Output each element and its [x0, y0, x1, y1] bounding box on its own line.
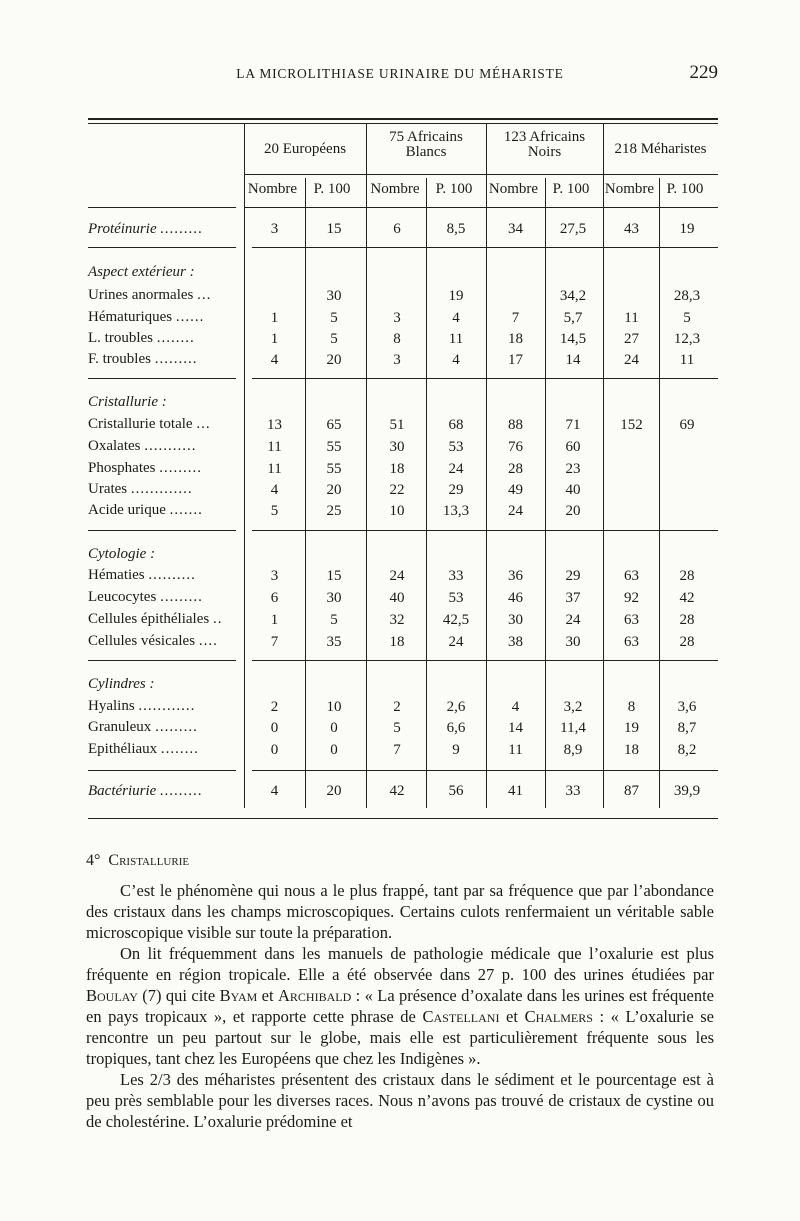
table-cell: 30 — [508, 612, 523, 628]
row-label — [88, 309, 204, 326]
leader-dots: ............ — [138, 698, 196, 714]
table-cell: 19 — [679, 221, 695, 237]
table-cell: 152 — [620, 417, 643, 433]
table-cell: 18 — [508, 331, 523, 347]
table-cell: 38 — [508, 634, 523, 650]
table-cell: 2 — [270, 699, 279, 715]
leader-dots: ......... — [160, 783, 203, 799]
row-label — [88, 698, 195, 715]
author-chalmers: Chalmers — [524, 1007, 593, 1026]
row-label-text: Leucocytes — [88, 589, 157, 605]
table-cell: 63 — [624, 568, 639, 584]
row-label — [88, 611, 222, 628]
table-cell: 20 — [565, 503, 581, 519]
table-cell: 29 — [448, 482, 464, 498]
table-cell: 5 — [330, 612, 338, 628]
running-title: LA MICROLITHIASE URINAIRE DU MÉHARISTE — [236, 66, 564, 81]
table-cell: 87 — [624, 783, 639, 799]
table-cell: 30 — [565, 634, 581, 650]
leader-dots: .. — [212, 611, 223, 627]
table-cell: 23 — [565, 461, 581, 477]
row-label — [88, 589, 203, 606]
block-rule — [252, 530, 718, 531]
block-rule — [252, 660, 718, 661]
table-cell: 7 — [393, 742, 401, 758]
group-header — [603, 142, 718, 157]
row-label — [88, 741, 199, 758]
paragraph-3: Les 2/3 des méharistes présentent des cristaux dans le sédiment et le pourcentage est à peu près semblable pour les diverses races. Nous n’avons pas trouvé de cristaux de cystine ou de cholestérine. L’oxalurie prédomine et — [86, 1070, 714, 1131]
table-cell: 40 — [389, 590, 405, 606]
table-cell: 55 — [326, 439, 342, 455]
group-header-line: 123 Africains — [503, 129, 586, 145]
table-cell: 68 — [448, 417, 464, 433]
row-label — [88, 783, 203, 800]
table-cell: 6 — [270, 590, 279, 606]
table-cell: 3,2 — [563, 699, 583, 715]
leader-dots: ........... — [144, 438, 197, 454]
block-rule — [88, 530, 236, 531]
row-label — [88, 287, 211, 304]
author-byam: Byam — [219, 986, 258, 1005]
table-cell: 5 — [683, 310, 691, 326]
table-cell: 43 — [624, 221, 639, 237]
table-cell: 4 — [270, 783, 279, 799]
row-label-text: Cellules vésicales — [88, 633, 196, 649]
table-cell: 28 — [679, 568, 695, 584]
leader-dots: ...... — [175, 309, 205, 325]
table-cell: 11 — [679, 352, 695, 368]
table-cell: 20 — [326, 482, 342, 498]
row-label — [88, 460, 202, 477]
table-cell: 8 — [627, 699, 636, 715]
row-label-text: Urines anormales — [88, 287, 194, 303]
table-cell: 22 — [389, 482, 405, 498]
block-rule — [88, 660, 236, 661]
table-cell: 29 — [565, 568, 581, 584]
table-cell: 55 — [326, 461, 342, 477]
leader-dots: ........ — [156, 330, 195, 346]
table-bottom-rule — [88, 818, 718, 819]
subheader-cell: Nombre — [247, 181, 298, 197]
table-cell: 8,9 — [563, 742, 583, 758]
subheader-cell: P. 100 — [666, 181, 704, 197]
table-cell: 6,6 — [446, 720, 466, 736]
row-label — [88, 416, 211, 433]
table-cell: 40 — [565, 482, 581, 498]
block-rule — [252, 247, 718, 248]
subheader-rule — [244, 207, 718, 208]
table-cell: 63 — [624, 634, 639, 650]
row-label-text: Phosphates — [88, 460, 156, 476]
paragraph-2: On lit fréquemment dans les manuels de pathologie médicale que l’oxalurie est plus fréquente en région tropicale. Elle a été observée dans 27 p. 100 des urines étudiées par Boulay (7) qui cite Byam et Archibald : « La présence d’oxalate dans les urines est fréquente en pays tropicaux », et rapporte cette phrase de Castellani et Chalmers : « L’oxalurie se rencontre un peu partout sur le globe, mais elle est particulièrement fréquente sous les tropiques, tant chez les Européens que chez les Indigènes ». — [86, 944, 714, 1068]
row-label — [88, 438, 196, 455]
row-label-text: Protéinurie — [88, 221, 157, 237]
table-cell: 14 — [565, 352, 581, 368]
leader-dots: ......... — [160, 589, 203, 605]
table-cell: 5,7 — [563, 310, 583, 326]
row-label-text: Bactériurie — [88, 783, 157, 799]
table-cell: 42,5 — [442, 612, 470, 628]
table-cell: 10 — [326, 699, 342, 715]
table-cell: 3 — [393, 310, 401, 326]
table-cell: 42 — [679, 590, 695, 606]
row-label-text: Oxalates — [88, 438, 141, 454]
table-cell: 5 — [393, 720, 401, 736]
body-text — [86, 880, 714, 1132]
row-label-text: L. troubles — [88, 330, 153, 346]
table-cell: 3 — [270, 568, 279, 584]
table-cell: 11 — [508, 742, 523, 758]
row-label-text: Acide urique — [88, 502, 166, 518]
table-cell: 13,3 — [442, 503, 470, 519]
table-cell: 92 — [624, 590, 639, 606]
row-label-text: Cristallurie totale — [88, 416, 193, 432]
row-label — [88, 351, 197, 368]
table-cell: 34 — [508, 221, 523, 237]
subheader-cell: Nombre — [488, 181, 539, 197]
table-cell: 39,9 — [673, 783, 701, 799]
leader-dots: ............. — [130, 481, 193, 497]
table-cell: 27,5 — [559, 221, 587, 237]
table-cell: 10 — [389, 503, 405, 519]
leader-dots: ....... — [169, 502, 203, 518]
row-label-text: Cristallurie : — [88, 394, 167, 410]
table-cell: 24 — [448, 634, 464, 650]
row-label-text: F. troubles — [88, 351, 151, 367]
table-cell: 20 — [326, 352, 342, 368]
table-cell: 17 — [508, 352, 523, 368]
row-label — [88, 221, 203, 238]
row-label-text: Cylindres : — [88, 676, 155, 692]
table-cell: 1 — [270, 612, 279, 628]
row-label — [88, 264, 195, 281]
table-cell: 76 — [508, 439, 523, 455]
table-cell: 8 — [393, 331, 401, 347]
block-rule — [252, 378, 718, 379]
row-label-text: Granuleux — [88, 719, 152, 735]
table-cell: 71 — [565, 417, 581, 433]
table-cell: 63 — [624, 612, 639, 628]
subheader-cell: P. 100 — [552, 181, 590, 197]
table-cell: 28 — [679, 612, 695, 628]
table-cell: 4 — [270, 482, 279, 498]
table-cell: 46 — [508, 590, 523, 606]
table-cell: 12,3 — [673, 331, 701, 347]
table-cell: 7 — [270, 634, 279, 650]
table-top-rule-thin — [88, 123, 718, 124]
table-cell: 3 — [393, 352, 401, 368]
group-header-rule — [244, 174, 718, 175]
author-archibald: Archibald — [277, 986, 352, 1005]
subheader-cell: Nombre — [370, 181, 420, 197]
leader-dots: ... — [196, 416, 211, 432]
row-label — [88, 676, 155, 693]
table-cell: 18 — [624, 742, 639, 758]
vline-1 — [244, 124, 245, 808]
table-cell: 7 — [511, 310, 520, 326]
author-castellani: Castellani — [422, 1007, 500, 1026]
author-boulay: Boulay — [86, 986, 138, 1005]
table-cell: 24 — [389, 568, 405, 584]
table-cell: 30 — [326, 288, 342, 304]
section-number: 4° — [86, 852, 101, 869]
table-cell: 11,4 — [560, 720, 586, 736]
table-cell: 25 — [326, 503, 342, 519]
table-cell: 33 — [565, 783, 581, 799]
table-cell: 19 — [624, 720, 639, 736]
group-header-line: 20 Européens — [263, 141, 347, 157]
table-top-rule-thick — [88, 118, 718, 120]
table-cell: 36 — [508, 568, 523, 584]
row-label — [88, 567, 196, 584]
table-cell: 24 — [565, 612, 581, 628]
leader-dots: ......... — [154, 351, 198, 367]
table-cell: 53 — [448, 590, 464, 606]
table-cell: 18 — [389, 461, 405, 477]
table-cell: 69 — [679, 417, 695, 433]
table-cell: 8,2 — [677, 742, 697, 758]
table-cell: 5 — [270, 503, 279, 519]
table-cell: 18 — [389, 634, 405, 650]
table-cell: 3 — [270, 221, 279, 237]
table-cell: 53 — [448, 439, 464, 455]
row-label-text: Aspect extérieur : — [88, 264, 195, 280]
row-label — [88, 633, 218, 650]
block-rule — [252, 770, 718, 771]
table-cell: 0 — [270, 720, 279, 736]
table-cell: 35 — [326, 634, 342, 650]
table-cell: 19 — [448, 288, 464, 304]
table-cell: 15 — [326, 221, 342, 237]
table-cell: 4 — [452, 352, 460, 368]
section-title: Cristallurie — [108, 852, 190, 869]
table-cell: 11 — [267, 461, 282, 477]
table-cell: 27 — [624, 331, 639, 347]
table-cell: 28,3 — [673, 288, 701, 304]
table-cell: 13 — [267, 417, 282, 433]
table-cell: 30 — [389, 439, 405, 455]
table-cell: 37 — [565, 590, 581, 606]
leader-dots: .... — [198, 633, 218, 649]
leader-dots: ......... — [159, 460, 202, 476]
table-cell: 8,7 — [677, 720, 697, 736]
table-cell: 34,2 — [559, 288, 587, 304]
table-cell: 42 — [389, 783, 405, 799]
table-cell: 56 — [448, 783, 464, 799]
group-header — [366, 130, 486, 160]
group-header-line: 218 Méharistes — [614, 141, 707, 157]
block-rule — [88, 378, 236, 379]
table-cell: 2,6 — [446, 699, 466, 715]
table-cell: 1 — [270, 331, 279, 347]
table-cell: 3,6 — [677, 699, 697, 715]
table-cell: 14,5 — [559, 331, 587, 347]
table-cell: 4 — [270, 352, 279, 368]
table-cell: 24 — [624, 352, 639, 368]
leader-dots: .......... — [148, 567, 196, 583]
table-cell: 0 — [270, 742, 279, 758]
table-cell: 0 — [330, 720, 338, 736]
table-cell: 9 — [452, 742, 460, 758]
row-label — [88, 394, 167, 411]
table-cell: 33 — [448, 568, 464, 584]
table-cell: 0 — [330, 742, 338, 758]
table-cell: 28 — [679, 634, 695, 650]
table-cell: 49 — [508, 482, 523, 498]
group-header-line: Blancs — [405, 144, 447, 160]
table-cell: 6 — [393, 221, 401, 237]
page-number: 229 — [689, 62, 718, 83]
group-header-line: Noirs — [527, 144, 562, 160]
row-label-text: Epithéliaux — [88, 741, 158, 757]
row-label-text: Hématuriques — [88, 309, 173, 325]
subheader-cell: P. 100 — [313, 181, 351, 197]
row-label — [88, 330, 195, 347]
table-cell: 5 — [330, 310, 338, 326]
table-cell: 88 — [508, 417, 523, 433]
leader-dots: ......... — [155, 719, 198, 735]
leader-dots: ......... — [160, 221, 204, 237]
table-cell: 15 — [326, 568, 342, 584]
row-label-text: Cellules épithéliales — [88, 611, 210, 627]
row-label-text: Cytologie : — [88, 546, 156, 562]
row-label — [88, 719, 198, 736]
section-heading — [86, 852, 189, 870]
table-cell: 32 — [389, 612, 405, 628]
table-cell: 11 — [624, 310, 639, 326]
table-cell: 2 — [393, 699, 401, 715]
row-label — [88, 502, 203, 519]
subheader-cell: P. 100 — [435, 181, 473, 197]
row-label — [88, 546, 155, 563]
label-col-rule — [88, 207, 236, 208]
block-rule — [88, 247, 236, 248]
row-label-text: Urates — [88, 481, 128, 497]
table-cell: 4 — [511, 699, 520, 715]
table-cell: 4 — [452, 310, 460, 326]
group-header — [244, 142, 366, 157]
paragraph-1: C’est le phénomène qui nous a le plus frappé, tant par sa fréquence que par l’abondance des cristaux dans les champs microscopiques. Certains culots renfermaient un véritable sable microscopique visible sur toute la préparation. — [86, 881, 714, 942]
table-cell: 30 — [326, 590, 342, 606]
vline-5 — [486, 124, 487, 808]
table-cell: 41 — [508, 783, 523, 799]
table-cell: 11 — [267, 439, 282, 455]
table-cell: 60 — [565, 439, 581, 455]
row-label-text: Hématies — [88, 567, 145, 583]
table-cell: 28 — [508, 461, 523, 477]
subheader-cell: Nombre — [604, 181, 655, 197]
table-cell: 14 — [508, 720, 523, 736]
group-header — [486, 130, 603, 160]
vline-7 — [603, 124, 604, 808]
leader-dots: ... — [197, 287, 212, 303]
table-cell: 24 — [508, 503, 523, 519]
table-cell: 51 — [389, 417, 405, 433]
table-cell: 5 — [330, 331, 338, 347]
leader-dots: ........ — [160, 741, 199, 757]
group-header-line: 75 Africains — [389, 129, 463, 145]
vline-3 — [366, 124, 367, 808]
table-cell: 1 — [270, 310, 279, 326]
block-rule — [88, 770, 236, 771]
table-cell: 65 — [326, 417, 342, 433]
row-label — [88, 481, 193, 498]
row-label-text: Hyalins — [88, 698, 135, 714]
table-cell: 8,5 — [446, 221, 466, 237]
table-cell: 24 — [448, 461, 464, 477]
table-cell: 20 — [326, 783, 342, 799]
table-cell: 11 — [448, 331, 464, 347]
